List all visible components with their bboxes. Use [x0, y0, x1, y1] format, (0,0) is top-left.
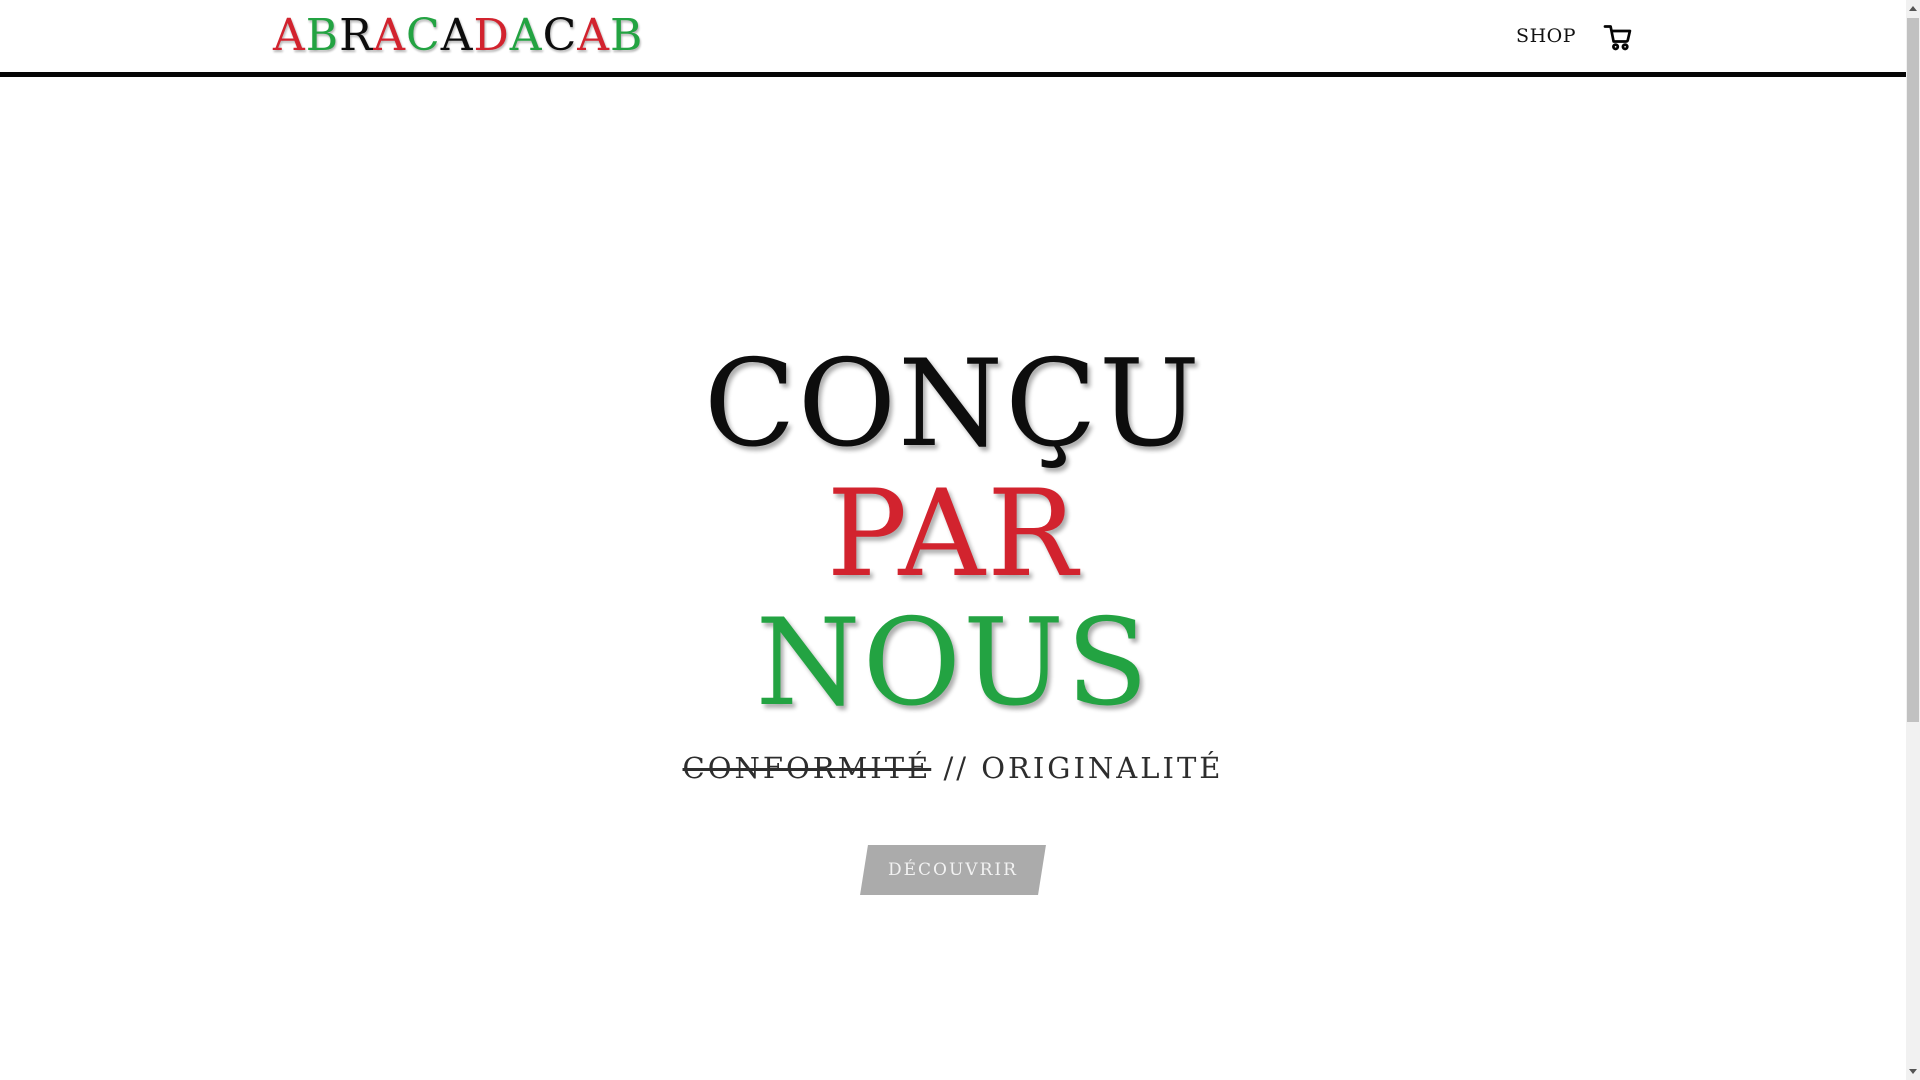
- logo-letter: D: [473, 10, 510, 61]
- cart-icon: [1602, 22, 1633, 51]
- logo-letter: C: [542, 10, 578, 61]
- logo-letter: B: [610, 10, 644, 61]
- scroll-up-button[interactable]: [1906, 0, 1920, 17]
- hero-line-par: PAR: [826, 464, 1080, 604]
- page-scrollbar[interactable]: [1906, 0, 1920, 1080]
- hero-section: [0, 77, 1906, 895]
- tagline-strikethrough-word: CONFORMITÉ: [682, 750, 932, 785]
- discover-button[interactable]: [860, 845, 1046, 895]
- header-nav: [1516, 22, 1633, 51]
- logo-letter: A: [273, 10, 306, 61]
- logo-letter: A: [577, 10, 611, 61]
- cart-button[interactable]: [1602, 22, 1633, 51]
- logo-letter: B: [305, 10, 340, 61]
- tagline-plain-word: ORIGINALITÉ: [981, 750, 1224, 785]
- hero-line-nous: NOUS: [755, 594, 1151, 734]
- discover-button-label: DÉCOUVRIR: [888, 859, 1018, 880]
- hero-line-concu: CONÇU: [703, 335, 1203, 474]
- scroll-down-button[interactable]: [1906, 1063, 1920, 1080]
- scroll-up-icon: [1909, 6, 1917, 11]
- hero-tagline: [0, 751, 1906, 785]
- logo-letter: R: [339, 10, 374, 61]
- header-inner: [273, 0, 1633, 72]
- site-header: [0, 0, 1906, 77]
- cta-row: [0, 845, 1906, 895]
- logo-letter: A: [373, 10, 407, 61]
- site-logo[interactable]: [273, 10, 644, 61]
- scrollbar-thumb[interactable]: [1907, 18, 1919, 722]
- tagline-separator: //: [943, 750, 970, 785]
- logo-letter: C: [406, 10, 441, 61]
- shop-link[interactable]: SHOP: [1516, 25, 1576, 47]
- logo-letter: A: [509, 10, 543, 61]
- logo-letter: A: [440, 10, 474, 61]
- scroll-down-icon: [1909, 1069, 1917, 1074]
